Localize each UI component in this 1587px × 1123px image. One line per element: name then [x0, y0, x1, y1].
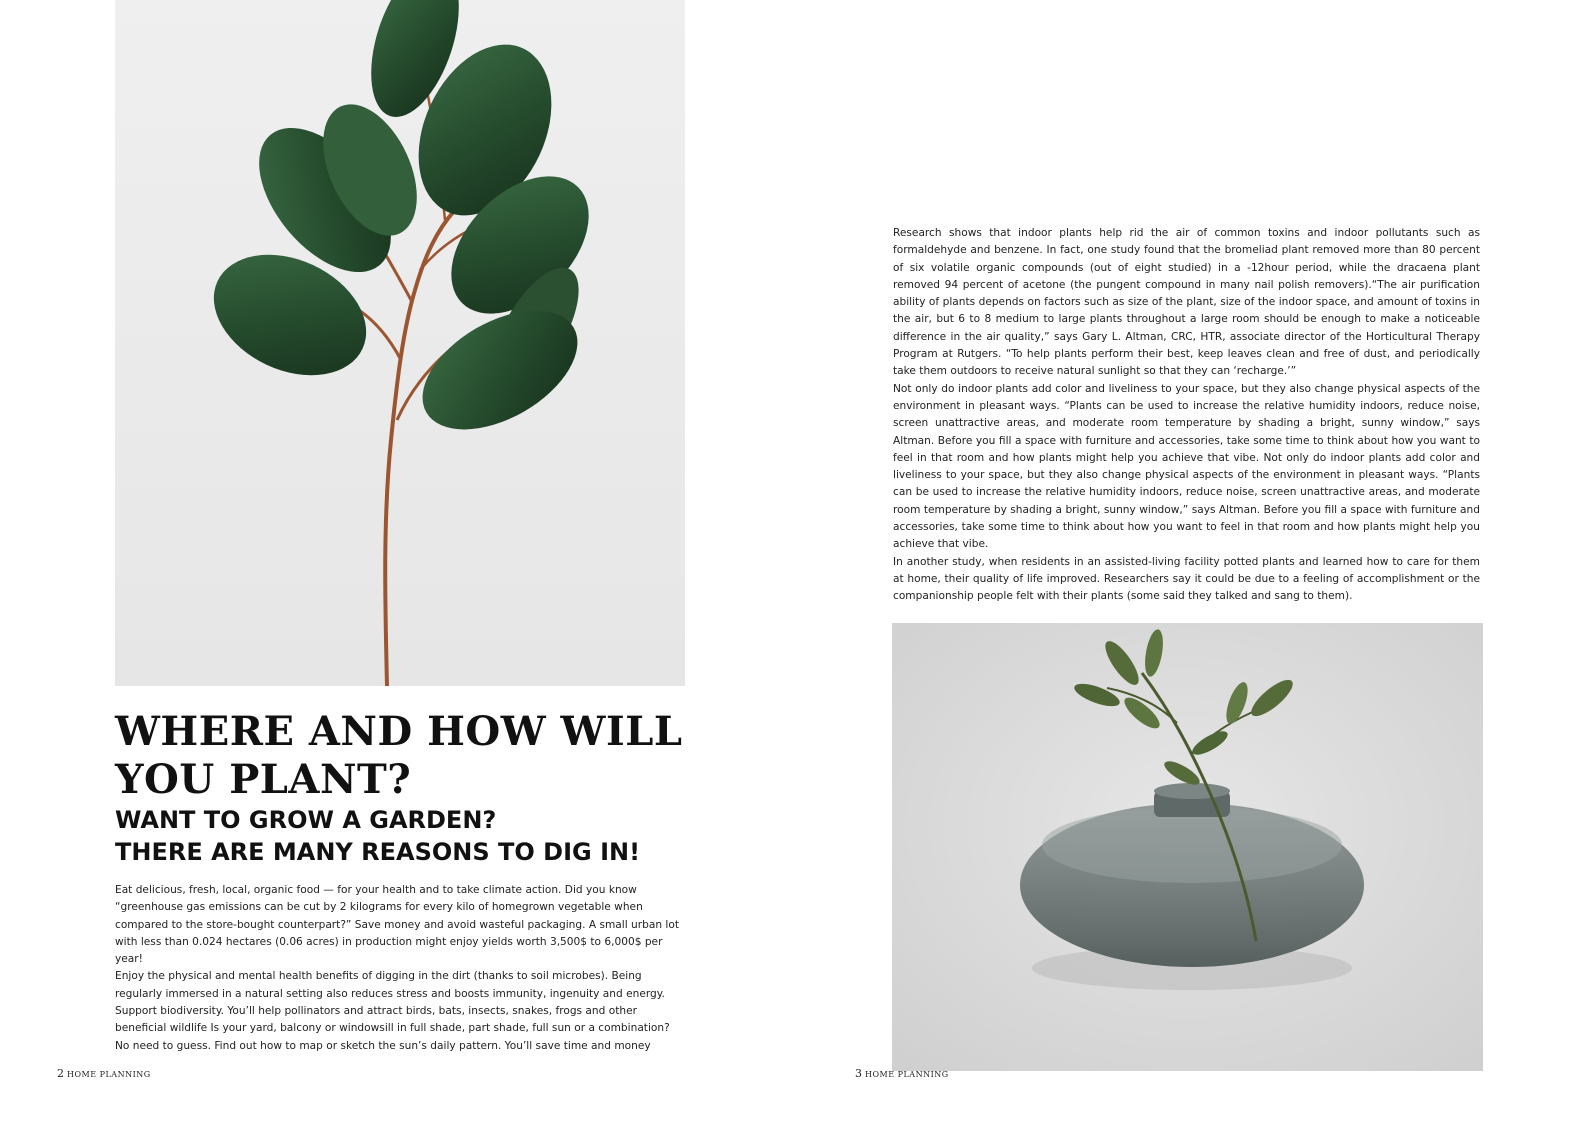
- right-article-body: [893, 225, 1480, 606]
- page-number: 3: [855, 1067, 862, 1080]
- section-label: HOME PLANNING: [67, 1070, 151, 1079]
- left-article-body: [115, 882, 682, 1058]
- glass-vase-photo: [892, 623, 1483, 1071]
- page-folio-right: [855, 1067, 949, 1080]
- page-folio-left: [57, 1067, 151, 1080]
- eucalyptus-branch-photo: [115, 0, 685, 686]
- page-number: 2: [57, 1067, 64, 1080]
- page-subheadline: [115, 804, 715, 868]
- body-paragraph: Not only do indoor plants add color and liveliness to your space, but they also change physical aspects of the environment in pleasant ways. “Plants can be used to increase the relative humidity indoors, reduce noise, screen unattractive areas, and moderate room temperature by shading a bright, sunny window,” says Altman. Before you fill a space with furniture and accessories, take some time to think about how you want to feel in that room and how plants might help you achieve that vibe. Not only do indoor plants add color and liveliness to your space, but they also change physical aspects of the environment in pleasant ways. “Plants can be used to increase the relative humidity indoors, reduce noise, screen unattractive areas, and moderate room temperature by shading a bright, sunny window,” says Altman. Before you fill a space with furniture and accessories, take some time to think about how you want to feel in that room and how plants might help you achieve that vibe.: [893, 382, 1480, 551]
- section-label: HOME PLANNING: [865, 1070, 949, 1079]
- leaf-branch-illustration: [115, 0, 685, 686]
- vase-with-sprig-illustration: [892, 623, 1483, 1071]
- subheadline-line: THERE ARE MANY REASONS TO DIG IN!: [115, 838, 641, 866]
- page-headline: WHERE AND HOW WILL YOU PLANT?: [115, 708, 683, 803]
- body-paragraph: Enjoy the physical and mental health benefits of digging in the dirt (thanks to soil microbes). Being regularly immersed in a natural setting also reduces stress and boosts immunity, ingenuity and energy. Support biodiversity. You’ll help pollinators and attract birds, bats, insects, snakes, frogs and other beneficial wildlife Is your yard, balcony or windowsill in full shade, part shade, full sun or a combination? No need to guess. Find out how to map or sketch the sun’s daily pattern. You’ll save time and money: [115, 970, 670, 1052]
- body-paragraph: In another study, when residents in an assisted-living facility potted plants and learned how to care for them at home, their quality of life improved. Researchers say it could be due to a feeling of accomplishment or the companionship people felt with their plants (some said they talked and sang to them).: [893, 555, 1480, 603]
- body-paragraph: Eat delicious, fresh, local, organic food — for your health and to take climate action. Did you know “greenhouse gas emissions can be cut by 2 kilograms for every kilo of homegrown vegetable when compared to the store-bought counterpart?” Save money and avoid wasteful packaging. A small urban lot with less than 0.024 hectares (0.06 acres) in production might enjoy yields worth 3,500$ to 6,000$ per year!: [115, 884, 679, 966]
- subheadline-line: WANT TO GROW A GARDEN?: [115, 806, 497, 834]
- body-paragraph: Research shows that indoor plants help rid the air of common toxins and indoor pollutants such as formaldehyde and benzene. In fact, one study found that the bromeliad plant removed more than 80 percent of six volatile organic compounds (out of eight studied) in a -12hour period, while the dracaena plant removed 94 percent of acetone (the pungent compound in many nail polish removers).“The air purification ability of plants depends on factors such as size of the plant, size of the indoor space, and amount of toxins in the air, but 6 to 8 medium to large plants throughout a large room should be enough to make a noticeable difference in the air quality,” says Gary L. Altman, CRC, HTR, associate director of the Horticultural Therapy Program at Rutgers. “To help plants perform their best, keep leaves clean and free of dust, and periodically take them outdoors to receive natural sunlight so that they can ‘recharge.’”: [893, 227, 1480, 378]
